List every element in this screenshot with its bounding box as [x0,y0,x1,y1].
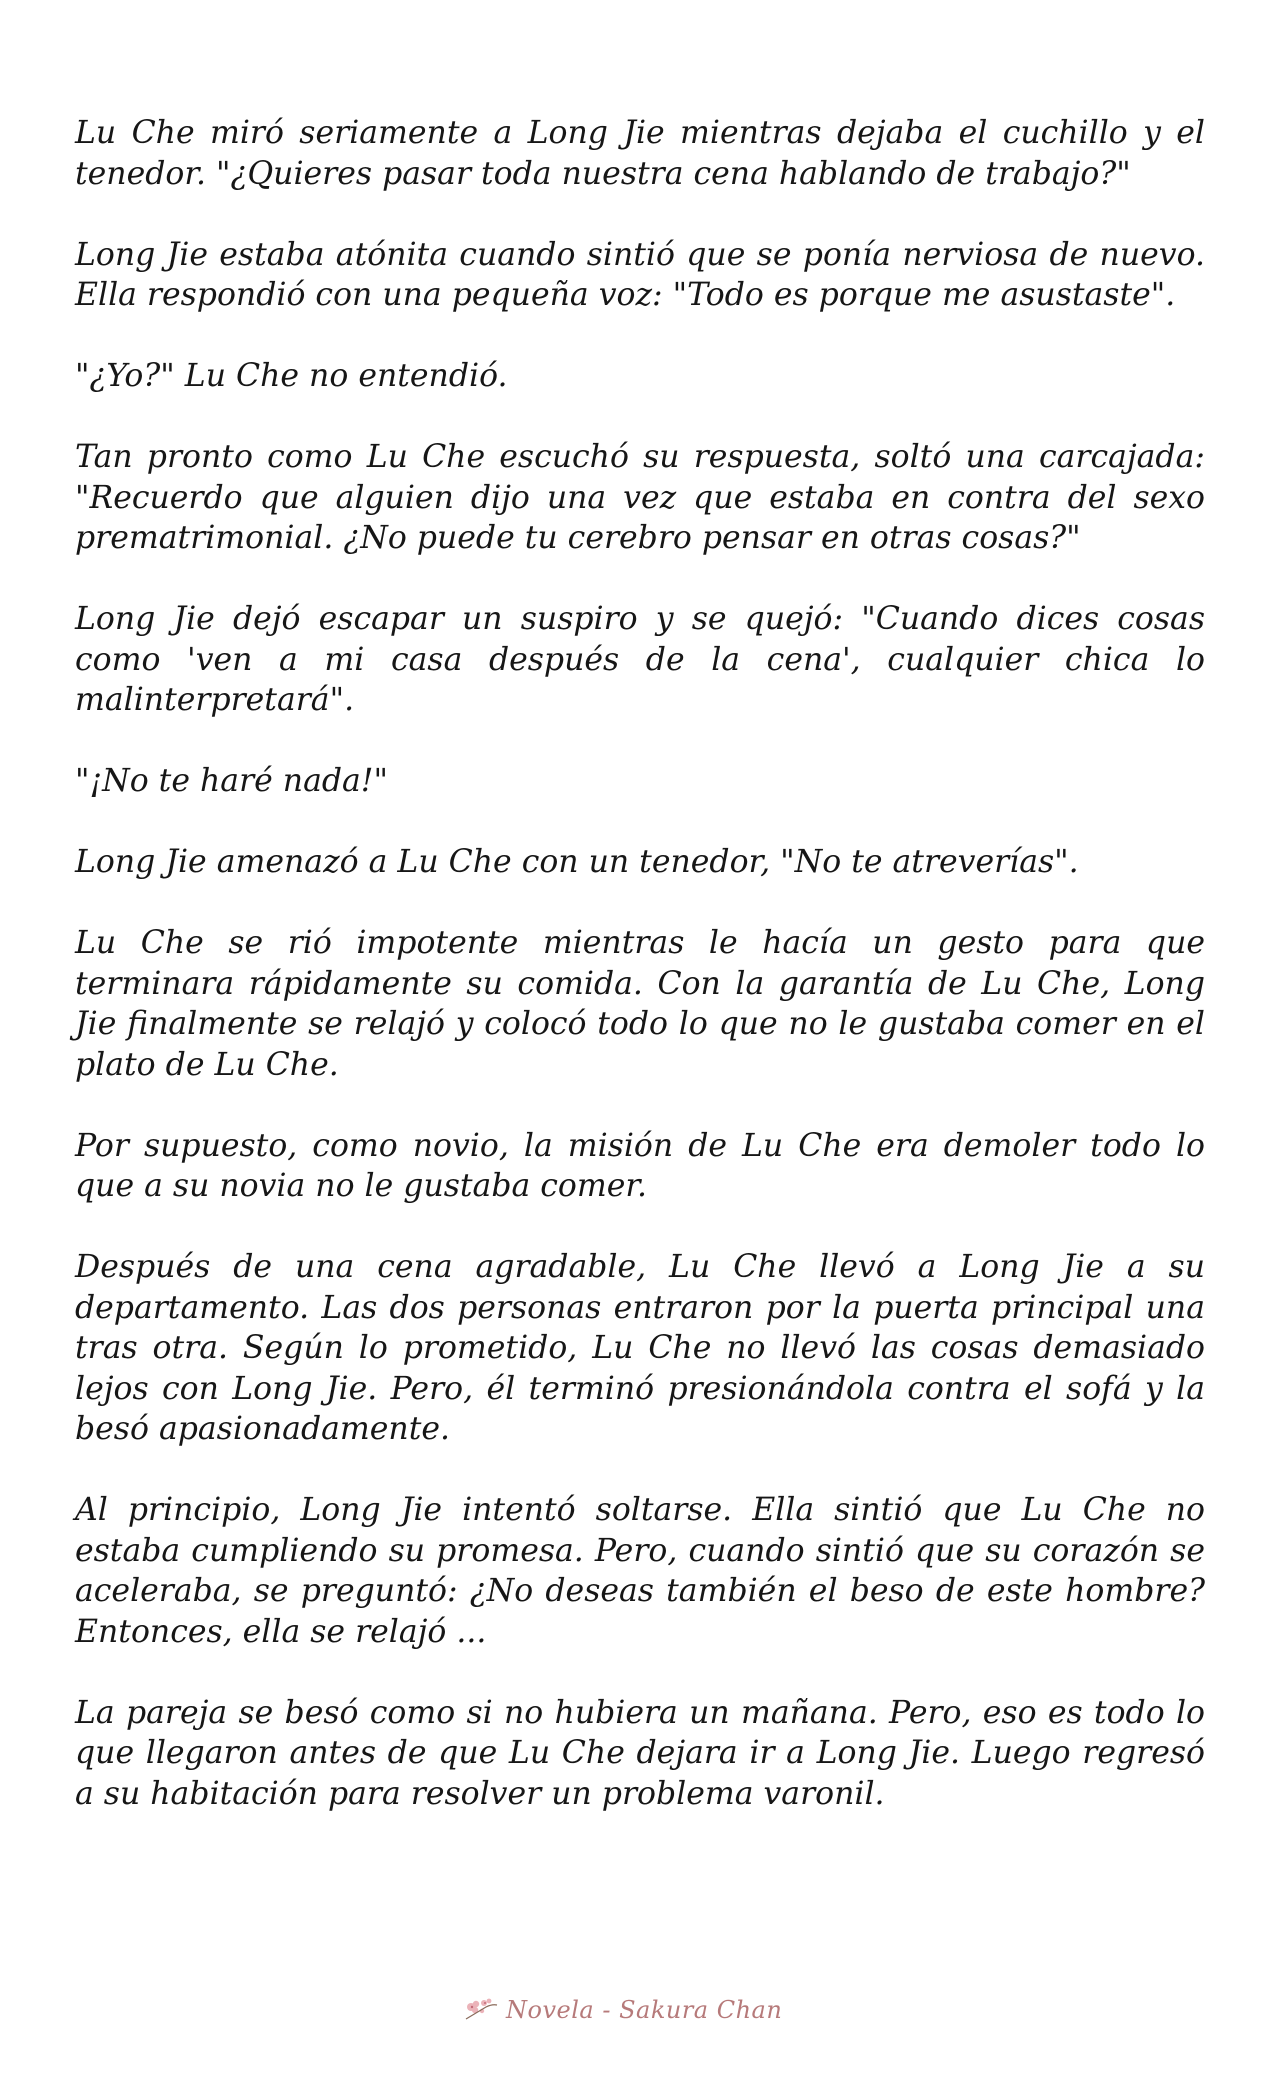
watermark-text: Novela - Sakura Chan [506,1996,783,2024]
paragraph-4: Tan pronto como Lu Che escuchó su respuesta, soltó una carcajada: "Recuerdo que alguien dijo una vez que estaba en contra del sexo prematrimonial. ¿No puede tu cerebro pensar en otras cosas?" [75,439,1205,556]
paragraph-6: "¡No te haré nada!" [75,763,388,799]
paragraph-11: Al principio, Long Jie intentó soltarse. Ella sintió que Lu Che no estaba cumpliendo su promesa. Pero, cuando sintió que su corazón se aceleraba, se preguntó: ¿No deseas también el beso de este hombre? Entonces, ella se relajó ... [75,1492,1205,1650]
paragraph-8: Lu Che se rió impotente mientras le hacía un gesto para que terminara rápidamente su comida. Con la garantía de Lu Che, Long Jie finalmente se relajó y colocó todo lo que no le gustaba comer en el plato de Lu Che. [75,925,1205,1083]
watermark [462,1992,782,2028]
paragraph-1: Lu Che miró seriamente a Long Jie mientras dejaba el cuchillo y el tenedor. "¿Quieres pasar toda nuestra cena hablando de trabajo?" [75,115,1205,192]
paragraph-3: "¿Yo?" Lu Che no entendió. [75,358,508,394]
paragraph-9: Por supuesto, como novio, la misión de Lu Che era demoler todo lo que a su novia no le gustaba comer. [75,1127,1205,1204]
paragraph-5: Long Jie dejó escapar un suspiro y se quejó: "Cuando dices cosas como 'ven a mi casa después de la cena', cualquier chica lo malinterpretará". [75,601,1205,718]
story-text [75,113,1205,1855]
paragraph-10: Después de una cena agradable, Lu Che llevó a Long Jie a su departamento. Las dos personas entraron por la puerta principal una tras otra. Según lo prometido, Lu Che no llevó las cosas demasiado lejos con Long Jie. Pero, él terminó presionándola contra el sofá y la besó apasionadamente. [75,1249,1205,1447]
cherry-blossom-icon [462,1995,500,2025]
paragraph-2: Long Jie estaba atónita cuando sintió que se ponía nerviosa de nuevo. Ella respondió con una pequeña voz: "Todo es porque me asustaste". [75,236,1205,313]
paragraph-7: Long Jie amenazó a Lu Che con un tenedor, "No te atreverías". [75,844,1079,880]
paragraph-12: La pareja se besó como si no hubiera un mañana. Pero, eso es todo lo que llegaron antes de que Lu Che dejara ir a Long Jie. Luego regresó a su habitación para resolver un problema varonil. [75,1694,1205,1812]
